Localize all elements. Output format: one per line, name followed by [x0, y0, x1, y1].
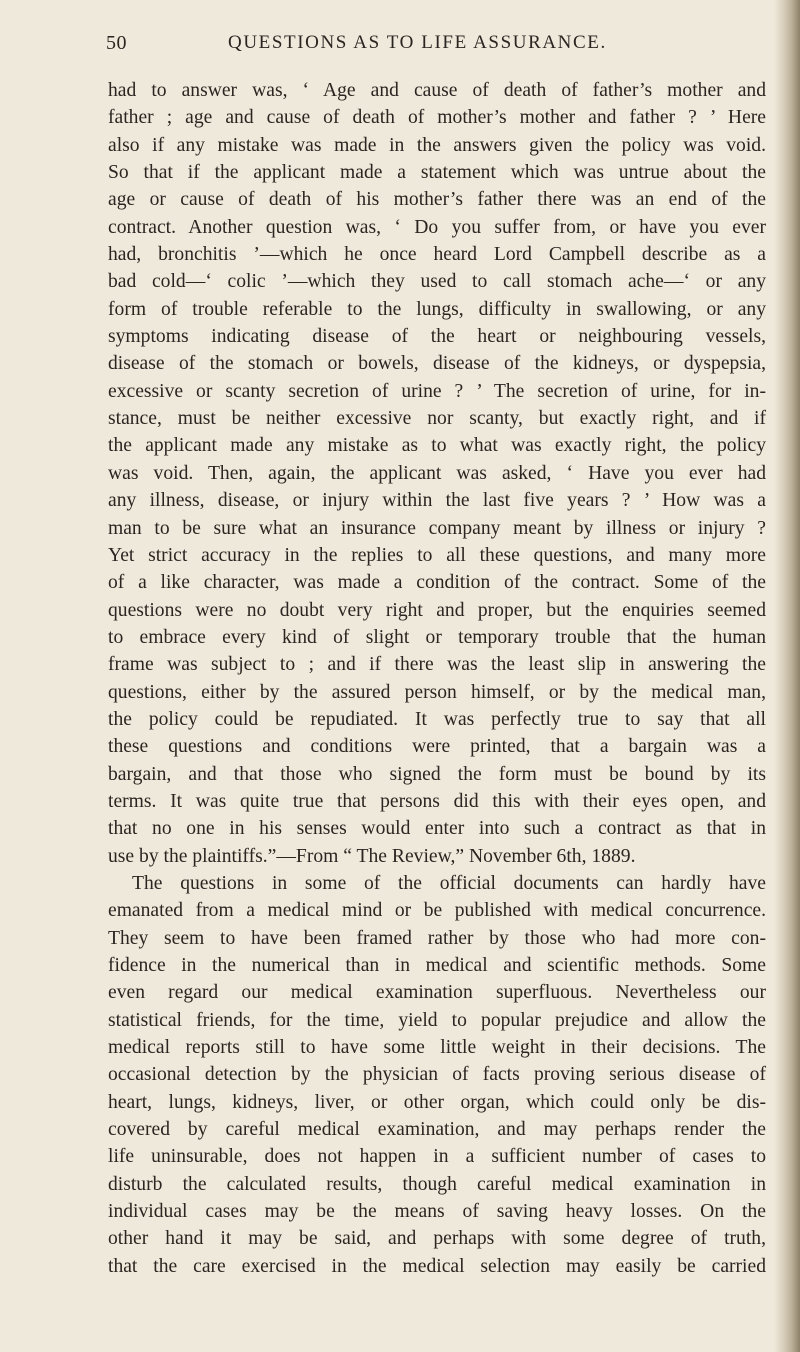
text-line: symptoms indicating disease of the heart or neighbouring vessels, — [108, 326, 766, 348]
text-line: had, bronchitis ’—which he once heard Lord Campbell describe as a — [108, 244, 766, 266]
text-line: that the care exercised in the medical selection may easily be carried — [108, 1255, 766, 1277]
text-line: the policy could be repudiated. It was perfectly true to say that all — [108, 708, 766, 730]
text-line: disease of the stomach or bowels, disease of the kidneys, or dyspepsia, — [108, 353, 766, 375]
page-header — [106, 32, 714, 62]
text-line: bargain, and that those who signed the form must be bound by its — [108, 763, 766, 785]
text-line: had to answer was, ‘ Age and cause of death of father’s mother and — [108, 80, 766, 101]
page-body — [108, 77, 766, 1280]
text-line: that no one in his senses would enter into such a contract as that in — [108, 818, 766, 840]
text-line: occasional detection by the physician of facts proving serious disease of — [108, 1064, 766, 1086]
text-line: man to be sure what an insurance company meant by illness or injury ? — [108, 517, 766, 539]
text-line: Yet strict accuracy in the replies to all these questions, and many more — [108, 544, 766, 566]
text-line: father ; age and cause of death of mother’s mother and father ? ’ Here — [108, 107, 766, 129]
text-line: individual cases may be the means of saving heavy losses. On the — [108, 1201, 766, 1223]
text-line: these questions and conditions were printed, that a bargain was a — [108, 736, 766, 758]
text-line: contract. Another question was, ‘ Do you suffer from, or have you ever — [108, 216, 766, 238]
text-line: life uninsurable, does not happen in a sufficient number of cases to — [108, 1146, 766, 1168]
text-line: They seem to have been framed rather by those who had more con- — [108, 927, 766, 949]
text-line: to embrace every kind of slight or temporary trouble that the human — [108, 626, 766, 648]
paragraph — [108, 77, 766, 870]
text-line: So that if the applicant made a statement which was untrue about the — [108, 162, 766, 184]
text-line: The questions in some of the official documents can hardly have — [132, 872, 766, 894]
text-line: fidence in the numerical than in medical and scientific methods. Some — [108, 955, 766, 976]
page-number: 50 — [106, 32, 127, 54]
text-line: medical reports still to have some little weight in their decisions. The — [108, 1037, 766, 1059]
text-line: even regard our medical examination superfluous. Nevertheless our — [108, 982, 766, 1004]
text-line: questions were no doubt very right and proper, but the enquiries seemed — [108, 599, 766, 621]
text-line: heart, lungs, kidneys, liver, or other organ, which could only be dis- — [108, 1091, 766, 1113]
text-line: disturb the calculated results, though careful medical examination in — [108, 1173, 766, 1195]
paragraph — [108, 870, 766, 1280]
text-line: stance, must be neither excessive nor scanty, but exactly right, and if — [108, 408, 766, 430]
text-line: bad cold—‘ colic ’—which they used to call stomach ache—‘ or any — [108, 271, 766, 293]
text-line: age or cause of death of his mother’s father there was an end of the — [108, 189, 766, 211]
text-line: emanated from a medical mind or be published with medical concurrence. — [108, 900, 766, 922]
text-line: any illness, disease, or injury within the last five years ? ’ How was a — [108, 490, 766, 512]
text-line: questions, either by the assured person himself, or by the medical man, — [108, 681, 766, 703]
text-line: was void. Then, again, the applicant was asked, ‘ Have you ever had — [108, 462, 766, 484]
text-line: form of trouble referable to the lungs, difficulty in swallowing, or any — [108, 298, 766, 320]
text-line: terms. It was quite true that persons did this with their eyes open, and — [108, 790, 766, 812]
text-line: of a like character, was made a condition of the contract. Some of the — [108, 572, 766, 594]
text-line: the applicant made any mistake as to what was exactly right, the policy — [108, 435, 766, 457]
text-line: statistical friends, for the time, yield to popular prejudice and allow the — [108, 1009, 766, 1031]
text-line: covered by careful medical examination, and may perhaps render the — [108, 1119, 766, 1141]
text-line: also if any mistake was made in the answers given the policy was void. — [108, 134, 766, 156]
text-line: excessive or scanty secretion of urine ? ’ The secretion of urine, for in- — [108, 380, 766, 402]
running-head: QUESTIONS AS TO LIFE ASSURANCE. — [228, 32, 607, 53]
text-line: frame was subject to ; and if there was the least slip in answering the — [108, 654, 766, 676]
page-edge-shadow — [774, 0, 800, 1352]
text-line: use by the plaintiffs.”—From “ The Review,” November 6th, 1889. — [108, 845, 636, 867]
text-line: other hand it may be said, and perhaps with some degree of truth, — [108, 1228, 766, 1250]
